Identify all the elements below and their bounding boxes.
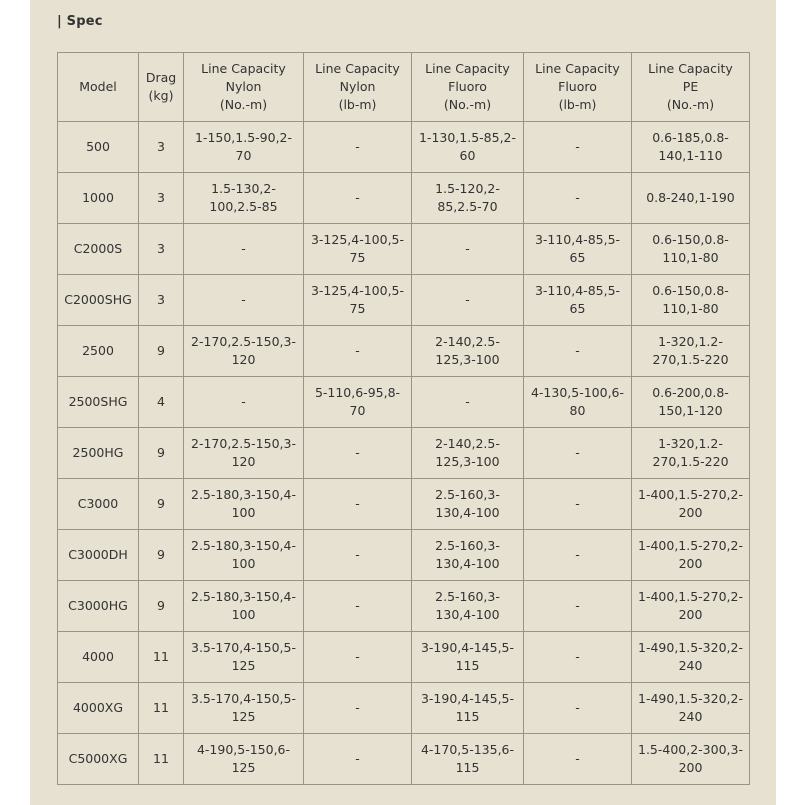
model-cell: C5000XG: [58, 734, 139, 785]
table-row: [58, 683, 750, 734]
pe-no-cell: 1-320,1.2-270,1.5-220: [632, 326, 750, 377]
model-cell: C2000SHG: [58, 275, 139, 326]
pe-no-cell: 1.5-400,2-300,3-200: [632, 734, 750, 785]
nylon-no-cell: 3.5-170,4-150,5-125: [184, 632, 304, 683]
pe-no-cell: 1-320,1.2-270,1.5-220: [632, 428, 750, 479]
model-cell: 2500HG: [58, 428, 139, 479]
section-title: | Spec: [57, 14, 103, 29]
column-header-fluoro-no-m: [412, 53, 524, 122]
nylon-lb-cell: -: [304, 428, 412, 479]
fluoro-lb-cell: -: [524, 326, 632, 377]
drag-cell: 3: [139, 275, 184, 326]
table-row: [58, 275, 750, 326]
table-body: [58, 122, 750, 785]
pe-no-cell: 1-400,1.5-270,2-200: [632, 530, 750, 581]
column-header-line: Line Capacity: [201, 61, 286, 76]
column-header-line: Line Capacity: [425, 61, 510, 76]
fluoro-lb-cell: -: [524, 122, 632, 173]
model-cell: 2500: [58, 326, 139, 377]
fluoro-no-cell: 2.5-160,3-130,4-100: [412, 479, 524, 530]
column-header-drag: [139, 53, 184, 122]
fluoro-no-cell: -: [412, 224, 524, 275]
fluoro-no-cell: 2-140,2.5-125,3-100: [412, 326, 524, 377]
fluoro-lb-cell: -: [524, 428, 632, 479]
fluoro-no-cell: 4-170,5-135,6-115: [412, 734, 524, 785]
fluoro-no-cell: 1-130,1.5-85,2-60: [412, 122, 524, 173]
model-cell: C2000S: [58, 224, 139, 275]
fluoro-lb-cell: -: [524, 479, 632, 530]
column-header-line: Line Capacity: [535, 61, 620, 76]
column-header-nylon-no-m: [184, 53, 304, 122]
pe-no-cell: 1-490,1.5-320,2-240: [632, 632, 750, 683]
fluoro-no-cell: -: [412, 377, 524, 428]
pe-no-cell: 0.8-240,1-190: [632, 173, 750, 224]
nylon-no-cell: 1-150,1.5-90,2-70: [184, 122, 304, 173]
nylon-lb-cell: 5-110,6-95,8-70: [304, 377, 412, 428]
nylon-lb-cell: -: [304, 326, 412, 377]
column-header-line: (kg): [148, 88, 174, 103]
drag-cell: 9: [139, 428, 184, 479]
nylon-lb-cell: -: [304, 479, 412, 530]
nylon-lb-cell: 3-125,4-100,5-75: [304, 224, 412, 275]
column-header-line: Drag: [145, 70, 177, 85]
spec-table: [57, 52, 750, 785]
drag-cell: 9: [139, 530, 184, 581]
column-header-line: Model: [79, 79, 117, 94]
fluoro-lb-cell: 3-110,4-85,5-65: [524, 224, 632, 275]
nylon-no-cell: -: [184, 377, 304, 428]
table-row: [58, 377, 750, 428]
drag-cell: 3: [139, 122, 184, 173]
fluoro-no-cell: -: [412, 275, 524, 326]
drag-cell: 9: [139, 581, 184, 632]
column-header-line: Line Capacity: [648, 61, 733, 76]
nylon-no-cell: 2-170,2.5-150,3-120: [184, 326, 304, 377]
nylon-no-cell: 3.5-170,4-150,5-125: [184, 683, 304, 734]
column-header-line: Nylon: [339, 79, 376, 94]
model-cell: 4000XG: [58, 683, 139, 734]
fluoro-lb-cell: -: [524, 530, 632, 581]
column-header-line: PE: [682, 79, 699, 94]
table-row: [58, 479, 750, 530]
nylon-no-cell: -: [184, 275, 304, 326]
nylon-lb-cell: -: [304, 734, 412, 785]
column-header-line: (No.-m): [666, 97, 715, 112]
table-row: [58, 224, 750, 275]
nylon-no-cell: 2.5-180,3-150,4-100: [184, 530, 304, 581]
fluoro-no-cell: 2.5-160,3-130,4-100: [412, 530, 524, 581]
drag-cell: 11: [139, 632, 184, 683]
drag-cell: 11: [139, 683, 184, 734]
pe-no-cell: 0.6-150,0.8-110,1-80: [632, 224, 750, 275]
drag-cell: 4: [139, 377, 184, 428]
table-row: [58, 173, 750, 224]
model-cell: C3000HG: [58, 581, 139, 632]
column-header-line: Line Capacity: [315, 61, 400, 76]
fluoro-no-cell: 2.5-160,3-130,4-100: [412, 581, 524, 632]
column-header-line: Fluoro: [448, 79, 487, 94]
column-header-model: [58, 53, 139, 122]
pe-no-cell: 1-490,1.5-320,2-240: [632, 683, 750, 734]
nylon-no-cell: 2.5-180,3-150,4-100: [184, 479, 304, 530]
column-header-fluoro-lb-m: [524, 53, 632, 122]
spec-panel: [30, 0, 776, 805]
nylon-lb-cell: -: [304, 683, 412, 734]
nylon-no-cell: 4-190,5-150,6-125: [184, 734, 304, 785]
nylon-lb-cell: -: [304, 122, 412, 173]
drag-cell: 3: [139, 173, 184, 224]
table-row: [58, 581, 750, 632]
column-header-line: (No.-m): [219, 97, 268, 112]
nylon-no-cell: -: [184, 224, 304, 275]
column-header-line: (lb-m): [558, 97, 597, 112]
nylon-no-cell: 1.5-130,2-100,2.5-85: [184, 173, 304, 224]
table-row: [58, 326, 750, 377]
drag-cell: 3: [139, 224, 184, 275]
drag-cell: 9: [139, 326, 184, 377]
pe-no-cell: 1-400,1.5-270,2-200: [632, 581, 750, 632]
nylon-no-cell: 2-170,2.5-150,3-120: [184, 428, 304, 479]
table-row: [58, 734, 750, 785]
table-row: [58, 632, 750, 683]
drag-cell: 9: [139, 479, 184, 530]
nylon-lb-cell: 3-125,4-100,5-75: [304, 275, 412, 326]
nylon-lb-cell: -: [304, 173, 412, 224]
nylon-lb-cell: -: [304, 581, 412, 632]
fluoro-lb-cell: 3-110,4-85,5-65: [524, 275, 632, 326]
fluoro-no-cell: 3-190,4-145,5-115: [412, 632, 524, 683]
model-cell: 2500SHG: [58, 377, 139, 428]
nylon-no-cell: 2.5-180,3-150,4-100: [184, 581, 304, 632]
model-cell: C3000DH: [58, 530, 139, 581]
column-header-pe-no-m: [632, 53, 750, 122]
model-cell: 4000: [58, 632, 139, 683]
fluoro-lb-cell: -: [524, 734, 632, 785]
pe-no-cell: 0.6-185,0.8-140,1-110: [632, 122, 750, 173]
column-header-line: Nylon: [225, 79, 262, 94]
model-cell: 1000: [58, 173, 139, 224]
fluoro-lb-cell: 4-130,5-100,6-80: [524, 377, 632, 428]
fluoro-no-cell: 2-140,2.5-125,3-100: [412, 428, 524, 479]
pe-no-cell: 1-400,1.5-270,2-200: [632, 479, 750, 530]
fluoro-lb-cell: -: [524, 581, 632, 632]
table-row: [58, 428, 750, 479]
fluoro-lb-cell: -: [524, 173, 632, 224]
pe-no-cell: 0.6-200,0.8-150,1-120: [632, 377, 750, 428]
header-row: [58, 53, 750, 122]
column-header-line: (lb-m): [338, 97, 377, 112]
table-row: [58, 122, 750, 173]
drag-cell: 11: [139, 734, 184, 785]
nylon-lb-cell: -: [304, 632, 412, 683]
pe-no-cell: 0.6-150,0.8-110,1-80: [632, 275, 750, 326]
nylon-lb-cell: -: [304, 530, 412, 581]
column-header-line: (No.-m): [443, 97, 492, 112]
model-cell: 500: [58, 122, 139, 173]
column-header-line: Fluoro: [558, 79, 597, 94]
column-header-nylon-lb-m: [304, 53, 412, 122]
fluoro-lb-cell: -: [524, 632, 632, 683]
fluoro-no-cell: 3-190,4-145,5-115: [412, 683, 524, 734]
fluoro-lb-cell: -: [524, 683, 632, 734]
table-row: [58, 530, 750, 581]
fluoro-no-cell: 1.5-120,2-85,2.5-70: [412, 173, 524, 224]
model-cell: C3000: [58, 479, 139, 530]
